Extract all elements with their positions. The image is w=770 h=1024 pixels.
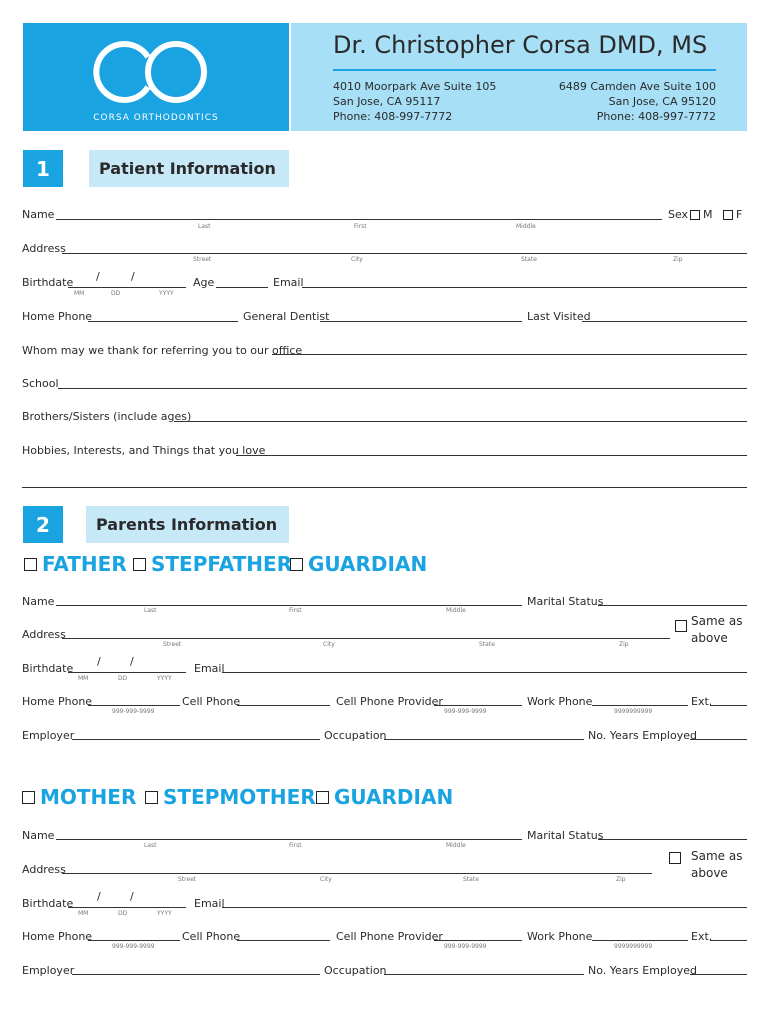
hint-yyyy: YYYY	[157, 675, 172, 682]
hint-dd: DD	[118, 910, 128, 917]
date-slash: /	[130, 655, 134, 668]
referral-label: Whom may we thank for referring you to our office	[22, 344, 303, 357]
mother-years-employed-field[interactable]	[690, 974, 747, 975]
address-label: Address	[22, 242, 66, 255]
ext-label: Ext.	[691, 930, 713, 943]
father-employer-field[interactable]	[72, 739, 320, 740]
hint-yyyy: YYYY	[157, 910, 172, 917]
school-label: School	[22, 377, 59, 390]
home-phone-label: Home Phone	[22, 695, 93, 708]
mother-ext-field[interactable]	[710, 940, 747, 941]
phone-hint: 9999999999	[614, 708, 653, 715]
hint-first: First	[354, 223, 367, 230]
cell-phone-label: Cell Phone	[182, 930, 241, 943]
general-dentist-label: General Dentist	[243, 310, 330, 323]
mother-cell-provider-field[interactable]	[434, 940, 522, 941]
hint-zip: Zip	[673, 256, 683, 263]
hint-last: Last	[144, 842, 157, 849]
father-occupation-field[interactable]	[384, 739, 584, 740]
years-employed-label: No. Years Employed	[588, 729, 697, 742]
address-label: Address	[22, 863, 66, 876]
sex-female-checkbox[interactable]	[723, 210, 733, 220]
work-phone-label: Work Phone	[527, 930, 593, 943]
above-label: above	[691, 866, 728, 880]
hint-zip: Zip	[619, 641, 629, 648]
work-phone-label: Work Phone	[527, 695, 593, 708]
mother-guardian-label: GUARDIAN	[334, 785, 454, 809]
occupation-label: Occupation	[324, 729, 387, 742]
father-birthdate-field[interactable]	[68, 672, 186, 673]
siblings-label: Brothers/Sisters (include ages)	[22, 410, 192, 423]
hint-street: Street	[193, 256, 212, 263]
hint-dd: DD	[111, 290, 121, 297]
phone-hint: 9999999999	[614, 943, 653, 950]
sex-label: Sex	[668, 208, 689, 221]
mother-home-phone-field[interactable]	[88, 940, 180, 941]
hint-state: State	[521, 256, 537, 263]
mother-address-field[interactable]	[62, 873, 652, 874]
office-2-city: San Jose, CA 95120	[608, 95, 716, 108]
stepfather-label: STEPFATHER	[151, 552, 293, 576]
last-visited-label: Last Visited	[527, 310, 591, 323]
hint-city: City	[323, 641, 335, 648]
hint-street: Street	[178, 876, 197, 883]
patient-age-field[interactable]	[216, 287, 268, 288]
office-2-phone: Phone: 408-997-7772	[596, 110, 716, 123]
sex-female-label: F	[736, 208, 743, 221]
section-2-title: Parents Information	[86, 506, 289, 543]
employer-label: Employer	[22, 729, 75, 742]
father-years-employed-field[interactable]	[690, 739, 747, 740]
patient-address-field[interactable]	[62, 253, 747, 254]
years-employed-label: No. Years Employed	[588, 964, 697, 977]
phone-hint: 999-999-9999	[444, 943, 487, 950]
logo-panel	[23, 23, 289, 131]
date-slash: /	[131, 270, 135, 283]
hobbies-field[interactable]	[236, 455, 747, 456]
hint-dd: DD	[118, 675, 128, 682]
email-label: Email	[194, 897, 225, 910]
birthdate-label: Birthdate	[22, 662, 74, 675]
hint-state: State	[463, 876, 479, 883]
birthdate-label: Birthdate	[22, 897, 74, 910]
same-as-label: Same as	[691, 849, 743, 863]
marital-status-label: Marital Status	[527, 595, 604, 608]
mother-name-field[interactable]	[56, 839, 522, 840]
hint-middle: Middle	[446, 842, 466, 849]
office-2-street: 6489 Camden Ave Suite 100	[558, 80, 716, 93]
stepfather-checkbox[interactable]	[133, 558, 146, 571]
office-1-city: San Jose, CA 95117	[333, 95, 441, 108]
hint-mm: MM	[78, 675, 89, 682]
general-dentist-field[interactable]	[320, 321, 522, 322]
mother-occupation-field[interactable]	[384, 974, 584, 975]
date-slash: /	[97, 655, 101, 668]
stepmother-checkbox[interactable]	[145, 791, 158, 804]
siblings-field[interactable]	[174, 421, 747, 422]
mother-same-as-above-checkbox[interactable]	[669, 852, 681, 864]
name-label: Name	[22, 595, 55, 608]
birthdate-label: Birthdate	[22, 276, 74, 289]
date-slash: /	[130, 890, 134, 903]
patient-birthdate-field[interactable]	[68, 287, 186, 288]
sex-male-label: M	[703, 208, 713, 221]
father-cell-phone-field[interactable]	[237, 705, 330, 706]
mother-guardian-checkbox[interactable]	[316, 791, 329, 804]
same-as-label: Same as	[691, 614, 743, 628]
office-1-street: 4010 Moorpark Ave Suite 105	[333, 80, 497, 93]
email-label: Email	[194, 662, 225, 675]
doctor-underline	[333, 69, 716, 71]
mother-email-field[interactable]	[222, 907, 747, 908]
father-name-field[interactable]	[56, 605, 522, 606]
patient-home-phone-field[interactable]	[88, 321, 238, 322]
cell-provider-label: Cell Phone Provider	[336, 695, 443, 708]
contact-panel	[291, 23, 747, 131]
father-same-as-above-checkbox[interactable]	[675, 620, 687, 632]
father-cell-provider-field[interactable]	[434, 705, 522, 706]
hint-city: City	[351, 256, 363, 263]
hint-first: First	[289, 842, 302, 849]
hint-last: Last	[144, 607, 157, 614]
mother-checkbox[interactable]	[22, 791, 35, 804]
hint-street: Street	[163, 641, 182, 648]
mother-label: MOTHER	[40, 785, 137, 809]
hint-zip: Zip	[616, 876, 626, 883]
mother-marital-status-field[interactable]	[598, 839, 747, 840]
date-slash: /	[96, 270, 100, 283]
mother-employer-field[interactable]	[72, 974, 320, 975]
mother-cell-phone-field[interactable]	[237, 940, 330, 941]
patient-name-field[interactable]	[56, 219, 662, 220]
stepmother-label: STEPMOTHER	[163, 785, 316, 809]
name-label: Name	[22, 829, 55, 842]
home-phone-label: Home Phone	[22, 930, 93, 943]
hint-state: State	[479, 641, 495, 648]
above-label: above	[691, 631, 728, 645]
hobbies-label: Hobbies, Interests, and Things that you love	[22, 444, 266, 457]
address-label: Address	[22, 628, 66, 641]
father-checkbox[interactable]	[24, 558, 37, 571]
office-2	[559, 79, 716, 124]
hint-city: City	[320, 876, 332, 883]
doctor-name: Dr. Christopher Corsa DMD, MS	[333, 31, 708, 59]
phone-hint: 999-999-9999	[112, 708, 155, 715]
hint-last: Last	[198, 223, 211, 230]
phone-hint: 999-999-9999	[444, 708, 487, 715]
hint-first: First	[289, 607, 302, 614]
age-label: Age	[193, 276, 215, 289]
office-1-phone: Phone: 408-997-7772	[333, 110, 453, 123]
corsa-logo-icon	[86, 37, 226, 107]
home-phone-label: Home Phone	[22, 310, 93, 323]
father-label: FATHER	[42, 552, 127, 576]
hint-mm: MM	[78, 910, 89, 917]
hint-middle: Middle	[516, 223, 536, 230]
father-guardian-checkbox[interactable]	[290, 558, 303, 571]
office-1	[333, 79, 496, 124]
mother-birthdate-field[interactable]	[68, 907, 186, 908]
phone-hint: 999-999-9999	[112, 943, 155, 950]
father-work-phone-field[interactable]	[592, 705, 688, 706]
section-1-number: 1	[23, 150, 63, 187]
referral-field[interactable]	[272, 354, 747, 355]
email-label: Email	[273, 276, 304, 289]
cell-phone-label: Cell Phone	[182, 695, 241, 708]
hint-middle: Middle	[446, 607, 466, 614]
father-email-field[interactable]	[222, 672, 747, 673]
last-visited-field[interactable]	[582, 321, 747, 322]
marital-status-label: Marital Status	[527, 829, 604, 842]
father-ext-field[interactable]	[710, 705, 747, 706]
employer-label: Employer	[22, 964, 75, 977]
occupation-label: Occupation	[324, 964, 387, 977]
father-home-phone-field[interactable]	[88, 705, 180, 706]
mother-work-phone-field[interactable]	[592, 940, 688, 941]
hint-yyyy: YYYY	[159, 290, 174, 297]
ext-label: Ext.	[691, 695, 713, 708]
date-slash: /	[97, 890, 101, 903]
sex-male-checkbox[interactable]	[690, 210, 700, 220]
section-1-title: Patient Information	[89, 150, 289, 187]
father-address-field[interactable]	[62, 638, 670, 639]
hint-mm: MM	[74, 290, 85, 297]
section-2-number: 2	[23, 506, 63, 543]
patient-email-field[interactable]	[302, 287, 747, 288]
cell-provider-label: Cell Phone Provider	[336, 930, 443, 943]
father-guardian-label: GUARDIAN	[308, 552, 428, 576]
father-marital-status-field[interactable]	[598, 605, 747, 606]
hobbies-field-continued[interactable]	[22, 487, 747, 488]
school-field[interactable]	[58, 388, 747, 389]
name-label: Name	[22, 208, 55, 221]
brand-name: CORSA ORTHODONTICS	[93, 113, 219, 123]
